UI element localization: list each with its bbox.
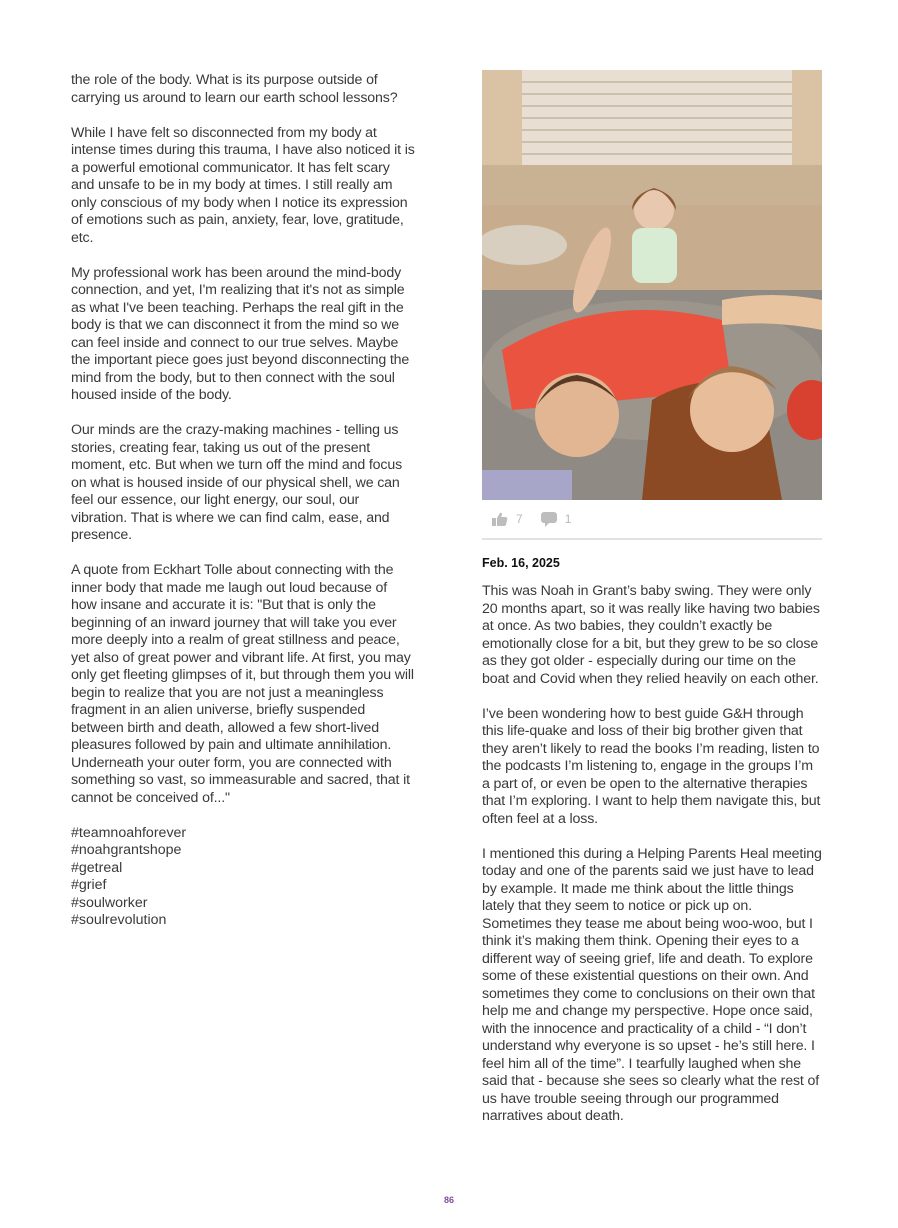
right-column (482, 70, 822, 1143)
quote-paragraph: A quote from Eckhart Tolle about connecting with the inner body that made me laugh out loud because of how insane and accurate it is: "But that is only the beginning of an inward journey that will take you ever more deeply into a realm of great stillness and peace, yet also of great power and vibrant life. At first, you may only get fleeting glimpses of it, but through them you will begin to realize that you are not just a meaningless fragment in an alien universe, briefly suspended between birth and death, allowed a few short-lived pleasures followed by pain and ultimate annihilation. Underneath your outer form, you are connected with something so vast, so immeasurable and sacred, that it cannot be conceived of..." (71, 562, 414, 806)
like-button[interactable] (492, 512, 523, 526)
page-number: 86 (443, 1195, 454, 1205)
hashtag: #noahgrantshope (71, 842, 182, 858)
hashtag: #teamnoahforever (71, 824, 187, 841)
hashtag: #getreal (71, 859, 123, 876)
hashtag: #grief (71, 877, 107, 893)
paragraph: I mentioned this during a Helping Parents Heal meeting today and one of the parents said we just have to lead by example. It made me think about the little things lately that they seem to notice or pick up on. Sometimes they tease me about being woo-woo, but I think it’s making them think. Opening their eyes to a different way of seeing grief, life and death. To explore some of these existential questions on their own. And sometimes they come to conclusions on their own that help me and change my perspective. Hope once said, with the innocence and practicality of a child - “I don’t understand why everyone is so upset - he’s still here. I feel him all of the time”. I tearfully laughed when she said that - because she sees so clearly what the rest of us have trouble seeing through our programmed narratives about death. (482, 845, 822, 1124)
thumbs-up-icon (492, 512, 508, 526)
hashtag: #soulrevolution (71, 912, 167, 928)
photo-of-children-on-bed (482, 70, 822, 500)
paragraph: My professional work has been around the mind-body connection, and yet, I'm realizing that it's not as simple as what I've been teaching. Perhaps the real gift in the body is that we can disconnect it from the mind so we can feel inside and connect to our true selves. Maybe the important piece goes just beyond disconnecting the mind from the body, but to then connect with the soul housed inside of the body. (71, 264, 410, 403)
hashtag: #soulworker (71, 894, 148, 911)
comment-button[interactable] (541, 512, 572, 527)
paragraph: I’ve been wondering how to best guide G&H through this life-quake and loss of their big brother given that they aren’t likely to read the books I’m reading, listen to the podcasts I’m listening to, engage in the groups I’m a part of, or even be open to the alternative therapies that I’m exploring. I want to help them navigate this, but often feel at a loss. (482, 705, 821, 827)
paragraph: Our minds are the crazy-making machines - telling us stories, creating fear, taking us out of the present moment, etc. But when we turn off the mind and focus on what is housed inside of our physical shell, we can feel our essence, our light energy, our soul, our vibration. That is where we can find calm, ease, and presence. (71, 422, 403, 543)
hashtag-list (71, 825, 416, 930)
like-count: 7 (516, 512, 523, 526)
reaction-bar (482, 500, 822, 540)
comment-icon (541, 512, 557, 527)
paragraph: While I have felt so disconnected from my body at intense times during this trauma, I have also noticed it is a powerful emotional communicator. It has felt scary and unsafe to be in my body at times. I still really am only conscious of my body when I notice its expression of emotions such as pain, anxiety, fear, love, gratitude, etc. (71, 124, 415, 246)
entry-date: Feb. 16, 2025 (482, 556, 560, 570)
paragraph: This was Noah in Grant’s baby swing. They were only 20 months apart, so it was really like having two babies at once. As two babies, they couldn’t exactly be emotionally close for a bit, but they grew to be so close as they got older - especially during our time on the boat and Covid when they relied heavily on each other. (482, 583, 820, 687)
left-column (71, 72, 416, 930)
comment-count: 1 (564, 512, 572, 526)
paragraph: the role of the body. What is its purpose outside of carrying us around to learn our earth school lessons? (71, 72, 398, 106)
